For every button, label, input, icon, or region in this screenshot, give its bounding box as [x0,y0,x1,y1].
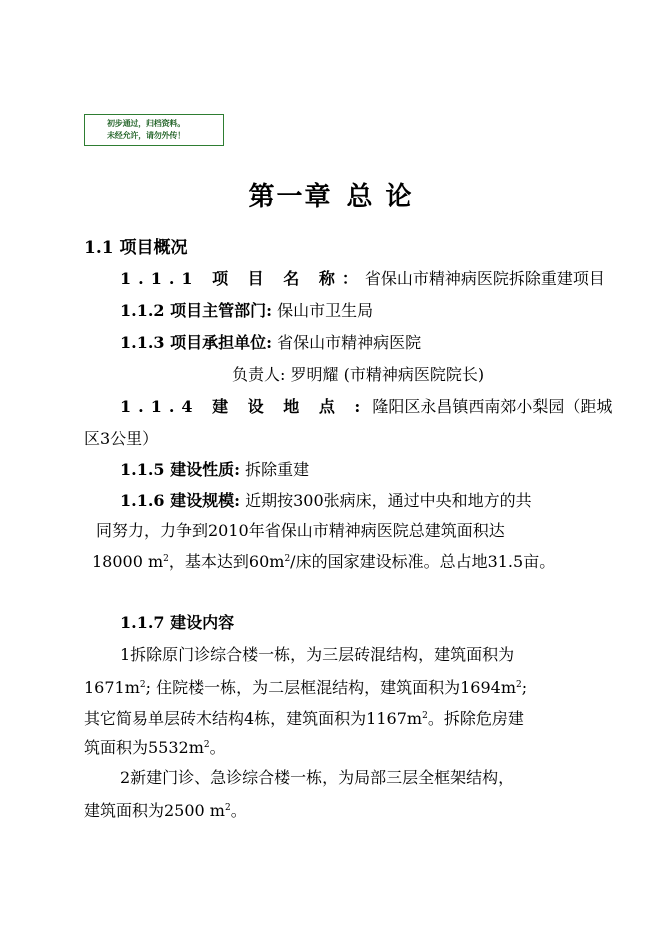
p1-text-c: ; [521,678,528,697]
p1-sup-2: 2 [516,680,522,690]
section-title: 1.1 项目概况 [84,238,188,258]
p2-text-b: 。 [230,801,247,820]
item-department [120,300,373,322]
chapter-number: 第一章 [248,182,333,212]
location-label: 1.1.4 建 设 地 点 : [120,397,368,416]
unit-value: 省保山市精神病医院 [277,333,422,352]
scale-label: 1.1.6 建设规模: [120,491,241,510]
item-project-name [120,268,605,290]
scale-line-2: 同努力，力争到2010年省保山市精神病医院总建筑面积达 [96,521,505,540]
p1-text-d: 其它简易单层砖木结构4栋，建筑面积为1167m [84,709,423,728]
item-nature [120,459,309,481]
scale-text-a: 18000 m [92,552,164,571]
p1-sup-3: 2 [422,711,428,721]
p1-sup-4: 2 [203,740,210,750]
p1-text-e: 。拆除危房建 [427,709,524,728]
scale-text-c: /床的国家建设标准。总占地31.5亩。 [290,552,556,571]
person-label: 负责人: [232,365,286,384]
content-p1-line-1: 1拆除原门诊综合楼一栋，为三层砖混结构，建筑面积为 [120,645,515,664]
scale-text-b: ，基本达到60m [168,552,285,571]
nature-value: 拆除重建 [245,460,310,479]
p1-sup-1: 2 [139,680,146,690]
location-line-2: 区3公里） [84,429,159,448]
stamp-line-1: 初步通过，归档资料。 [107,119,185,128]
content-p2-line-2 [84,800,247,822]
project-name-label: 1.1.1 项 目 名 称： [120,269,365,288]
scale-line-1: 近期按300张病床，通过中央和地方的共 [245,491,532,510]
department-label: 1.1.2 项目主管部门: [120,301,273,320]
p1-text-f: 筑面积为5532m [84,738,204,757]
scale-sup-1: 2 [163,554,169,564]
p1-text-g: 。 [209,738,226,757]
content-p2-line-1: 2新建门诊、急诊综合楼一栋，为局部三层全框架结构， [120,768,515,787]
project-name-value: 省保山市精神病医院拆除重建项目 [364,269,605,288]
content-p1-line-2 [84,677,527,699]
person-value: 罗明耀 (市精神病医院院长) [290,365,485,384]
chapter-name: 总 论 [346,182,414,212]
department-value: 保山市卫生局 [277,301,374,320]
p1-text-a: 1671m [84,678,140,697]
item-scale [120,490,532,512]
stamp-line-2: 未经允许，请勿外传！ [107,131,185,140]
scale-line-3 [92,551,555,573]
unit-label: 1.1.3 项目承担单位: [120,333,273,352]
p2-text-a: 建筑面积为2500 m [84,801,225,820]
content-p1-line-3 [84,708,524,730]
item-person [232,364,484,386]
item-unit [120,332,421,354]
scale-sup-2: 2 [284,554,291,564]
content-heading: 1.1.7 建设内容 [120,613,235,632]
location-value: 隆阳区永昌镇西南郊小梨园（距城 [372,397,613,416]
p2-sup-1: 2 [224,803,231,813]
nature-label: 1.1.5 建设性质: [120,460,241,479]
content-p1-line-4 [84,737,226,759]
p1-text-b: ; 住院楼一栋，为二层框混结构，建筑面积为1694m [145,678,516,697]
chapter-title [0,180,662,214]
approval-stamp [84,114,224,146]
item-location [120,396,612,418]
